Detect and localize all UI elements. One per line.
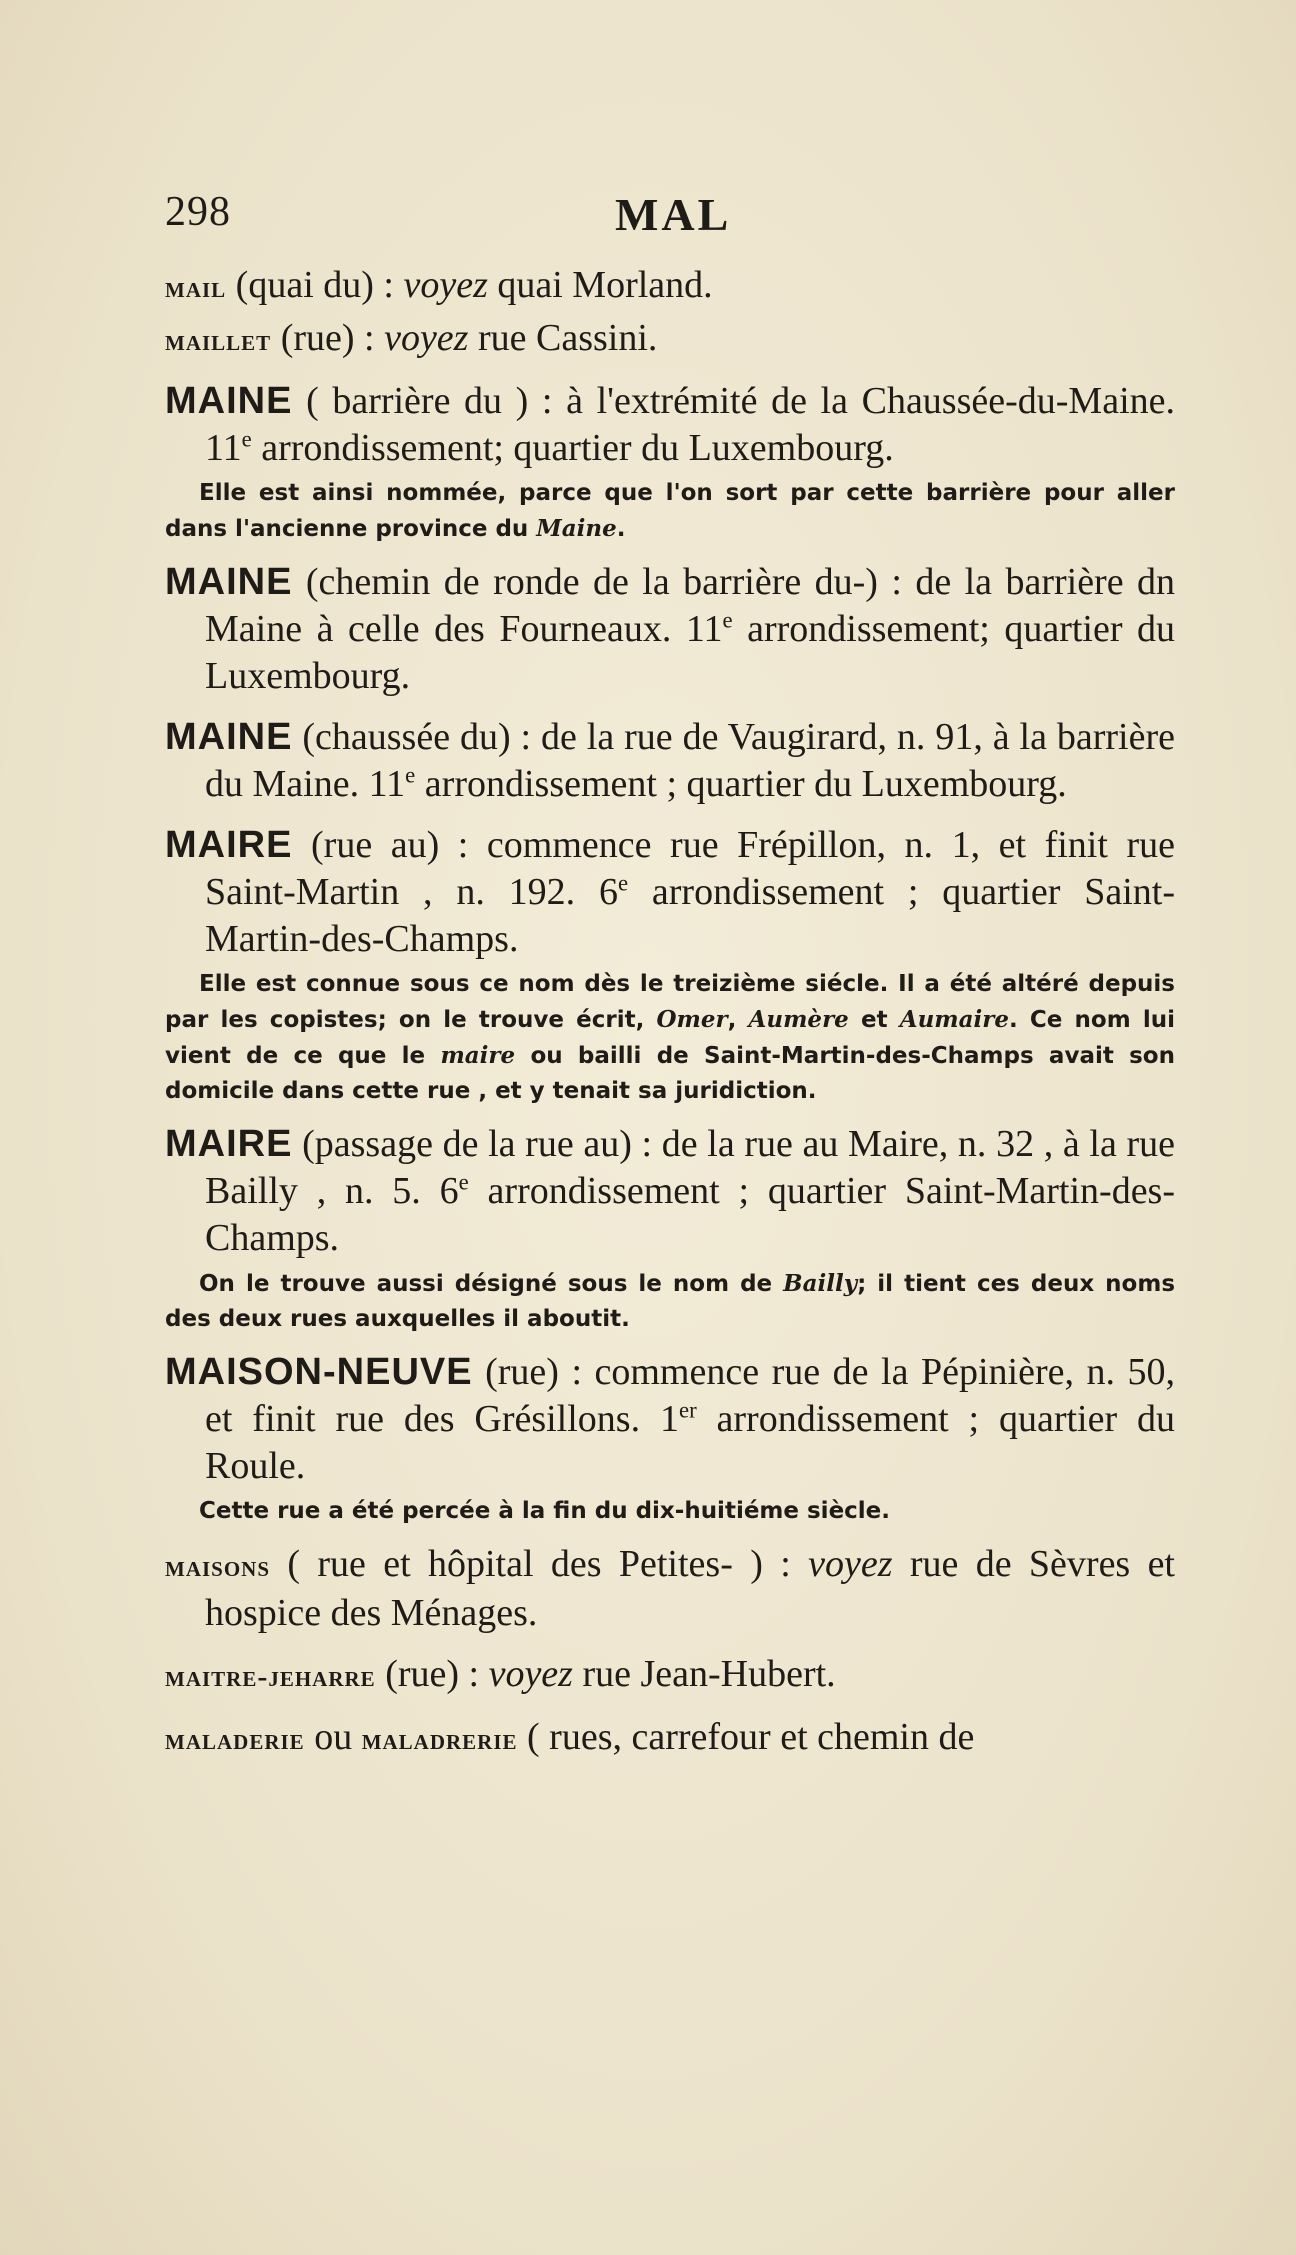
headword: MAINE (165, 561, 293, 603)
entry-maine-chaussee: MAINE (chaussée du) : de la rue de Vaugirard, n. 91, à la barrière du Maine. 11e arrondissement ; quartier du Luxembourg. (165, 716, 1175, 805)
entry-maladerie: maladerie ou maladrerie ( rues, carrefour et chemin de (165, 1716, 975, 1758)
headword-alt: maladrerie (361, 1723, 518, 1756)
note-maire-rue: Elle est connue sous ce nom dès le treizième siécle. Il a été altéré depuis par les copistes; on le trouve écrit, Omer, Aumère et Aumaire. Ce nom lui vient de ce que le maire ou bailli de Saint-Martin-des-Champs avait son domicile dans cette rue , et y tenait sa juridiction. (165, 971, 1175, 1104)
page-number: 298 (165, 189, 231, 235)
headword: maladerie (165, 1723, 305, 1756)
headword: maisons (165, 1550, 271, 1583)
entry-maire-rue: MAIRE (rue au) : commence rue Frépillon, n. 1, et finit rue Saint-Martin , n. 192. 6e arrondissement ; quartier Saint-Martin-des-Champs. (165, 824, 1175, 960)
note-maire-passage: On le trouve aussi désigné sous le nom de Bailly; il tient ces deux noms des deux rues auxquelles il aboutit. (165, 1270, 1176, 1332)
page-header (165, 188, 1165, 248)
headword: MAISON-NEUVE (165, 1351, 473, 1393)
headword: mail (165, 271, 227, 304)
headword: maitre-jeharre (165, 1660, 376, 1693)
headword: maillet (165, 324, 272, 357)
headword: MAIRE (165, 824, 293, 866)
entry-maison-neuve: MAISON-NEUVE (rue) : commence rue de la Pépinière, n. 50, et finit rue des Grésillons. 1er arrondissement ; quartier du Roule. (165, 1351, 1175, 1487)
headword: MAINE (165, 380, 293, 422)
headword: MAINE (165, 716, 293, 758)
entry-maisons: maisons ( rue et hôpital des Petites- ) : voyez rue de Sèvres et hospice des Ménages. (165, 1543, 1175, 1634)
entry-maine-chemin: MAINE (chemin de ronde de la barrière du-) : de la barrière dn Maine à celle des Fourneaux. 11e arrondissement; quartier du Luxembourg. (165, 561, 1175, 697)
headword: MAIRE (165, 1123, 293, 1165)
note-maine-barriere: Elle est ainsi nommée, parce que l'on sort par cette barrière pour aller dans l'ancienne province du Maine. (165, 480, 1175, 542)
running-head: MAL (615, 189, 732, 240)
entry-maine-barriere: MAINE ( barrière du ) : à l'extrémité de la Chaussée-du-Maine. 11e arrondissement; quartier du Luxembourg. (165, 380, 1175, 469)
note-maison-neuve: Cette rue a été percée à la fin du dix-huitiéme siècle. (199, 1498, 891, 1524)
entry-maire-passage: MAIRE (passage de la rue au) : de la rue au Maire, n. 32 , à la rue Bailly , n. 5. 6e arrondissement ; quartier Saint-Martin-des-Champs. (165, 1123, 1176, 1259)
entry-maillet: maillet (rue) : voyez rue Cassini. (165, 317, 658, 359)
entry-maitre-jeharre: maitre-jeharre (rue) : voyez rue Jean-Hubert. (165, 1653, 836, 1695)
entry-mail: mail (quai du) : voyez quai Morland. (165, 264, 713, 306)
dictionary-body (165, 262, 1175, 1777)
